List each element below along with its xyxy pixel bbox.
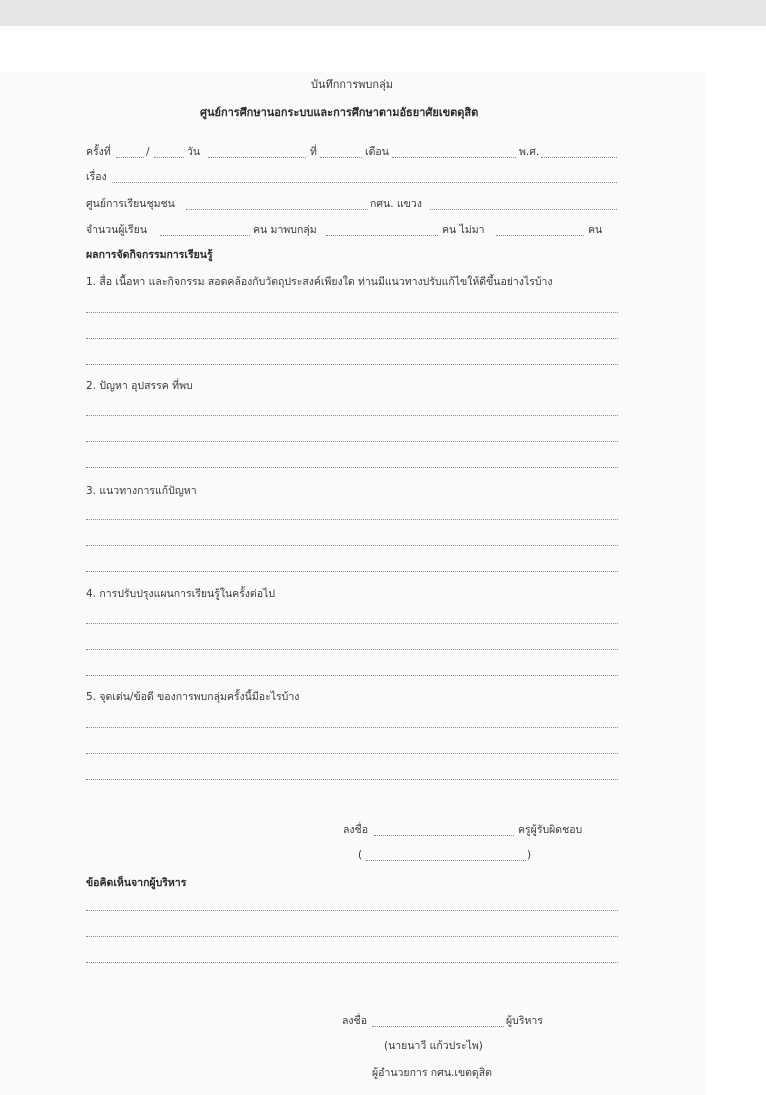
month-label: เดือน — [365, 146, 389, 158]
teacher-role: ครูผู้รับผิดชอบ — [518, 824, 583, 836]
day-label: วัน — [187, 146, 201, 158]
month-blank — [392, 157, 516, 158]
session-total-blank — [154, 157, 184, 158]
slash-label: / — [146, 146, 150, 158]
answer-line — [86, 675, 618, 676]
form-subtitle: ศูนย์การศึกษานอกระบบและการศึกษาตามอัธยาศัยเขตดุสิต — [200, 106, 479, 119]
learners-label: จำนวนผู้เรียน — [86, 224, 148, 236]
persons-label: คน — [588, 224, 603, 236]
results-heading: ผลการจัดกิจกรรมการเรียนรู้ — [86, 249, 213, 261]
answer-line — [86, 312, 618, 313]
question-1: 1. สื่อ เนื้อหา และกิจกรรม สอดคล้องกับวัตถุประสงค์เพียงใด ท่านมีแนวทางปรับแก้ไขให้ดีขึ้นอย่างไรบ้าง — [86, 276, 553, 288]
form-page — [0, 72, 706, 1095]
attended-blank — [326, 235, 438, 236]
teacher-sign-label: ลงชื่อ — [343, 824, 368, 836]
comment-line — [86, 910, 618, 911]
teacher-name-blank — [366, 860, 526, 861]
absent-blank — [496, 235, 584, 236]
date-blank — [320, 157, 362, 158]
admin-role: ผู้บริหาร — [506, 1015, 543, 1027]
year-blank — [541, 157, 617, 158]
session-label: ครั้งที่ — [86, 146, 111, 158]
answer-line — [86, 545, 618, 546]
absent-label: คน ไม่มา — [442, 224, 485, 236]
form-title: บันทึกการพบกลุ่ม — [311, 78, 394, 91]
admin-heading: ข้อคิดเห็นจากผู้บริหาร — [86, 877, 187, 889]
teacher-sign-blank — [374, 835, 514, 836]
answer-line — [86, 338, 618, 339]
comment-line — [86, 962, 618, 963]
admin-name: (นายนาวี แก้วประไพ) — [384, 1040, 483, 1052]
answer-line — [86, 519, 618, 520]
answer-line — [86, 441, 618, 442]
district-label: กศน. แขวง — [370, 198, 422, 210]
answer-line — [86, 623, 618, 624]
question-5: 5. จุดเด่น/ข้อดี ของการพบกลุ่มครั้งนี้มีอะไรบ้าง — [86, 691, 300, 703]
date-label: ที่ — [310, 146, 317, 158]
district-blank — [430, 209, 617, 210]
subject-blank — [112, 182, 617, 183]
answer-line — [86, 753, 618, 754]
center-label: ศูนย์การเรียนชุมชน — [86, 198, 175, 210]
question-3: 3. แนวทางการแก้ปัญหา — [86, 485, 197, 497]
attended-label: คน มาพบกลุ่ม — [253, 224, 317, 236]
learners-blank — [160, 235, 250, 236]
teacher-name-close: ) — [527, 849, 532, 861]
answer-line — [86, 364, 618, 365]
question-2: 2. ปัญหา อุปสรรค ที่พบ — [86, 380, 193, 392]
answer-line — [86, 467, 618, 468]
comment-line — [86, 936, 618, 937]
session-blank — [116, 157, 144, 158]
answer-line — [86, 779, 618, 780]
question-4: 4. การปรับปรุงแผนการเรียนรู้ในครั้งต่อไป — [86, 588, 276, 600]
viewer-top-bar — [0, 0, 766, 26]
answer-line — [86, 415, 618, 416]
answer-line — [86, 571, 618, 572]
teacher-name-open: ( — [358, 849, 363, 861]
admin-sign-blank — [372, 1026, 504, 1027]
subject-label: เรื่อง — [86, 171, 107, 183]
year-label: พ.ศ. — [519, 146, 540, 158]
admin-position: ผู้อำนวยการ กศน.เขตดุสิต — [372, 1067, 492, 1079]
admin-sign-label: ลงชื่อ — [342, 1015, 367, 1027]
day-blank — [208, 157, 306, 158]
center-blank — [186, 209, 368, 210]
answer-line — [86, 649, 618, 650]
answer-line — [86, 727, 618, 728]
